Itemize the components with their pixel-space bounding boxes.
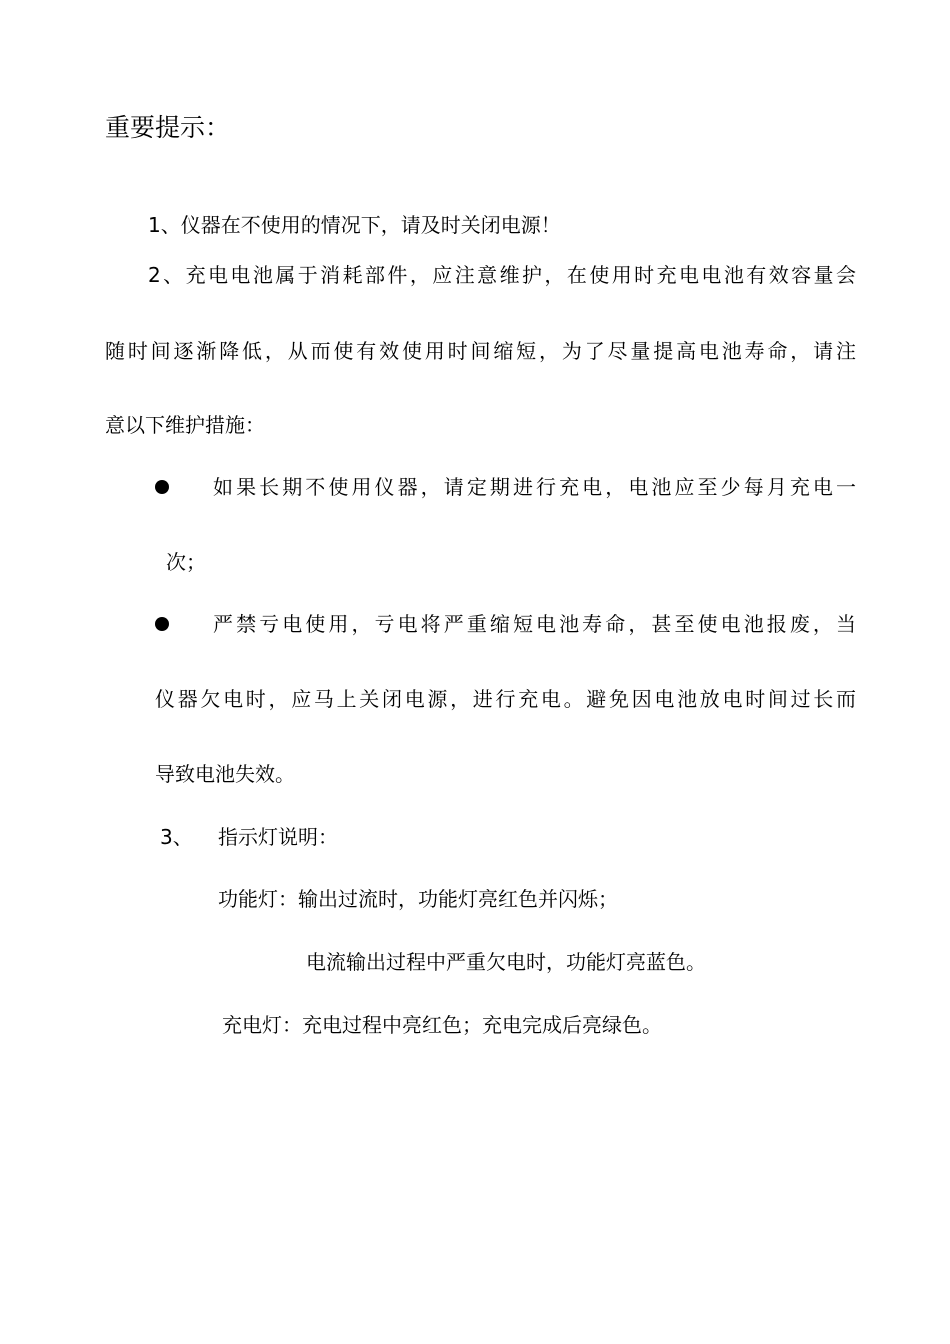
page-heading: 重要提示： [105,113,231,142]
bullet-1-line-2: 次； [166,550,206,574]
item-2-line-3: 意以下维护措施： [105,413,265,437]
item-3-number: 3、 [160,825,193,849]
bullet-2-line-2: 仪器欠电时，应马上关闭电源，进行充电。避免因电池放电时间过长而 [155,687,856,711]
bullet-2-line-3: 导致电池失效。 [155,762,295,786]
bullet-dot-icon [155,617,169,631]
item-1-text: 1、仪器在不使用的情况下，请及时关闭电源！ [148,213,561,237]
item-3-title: 指示灯说明： [218,825,338,849]
function-light-line-1: 功能灯：输出过流时，功能灯亮红色并闪烁； [218,887,618,911]
bullet-dot-icon [155,480,169,494]
function-light-line-2: 电流输出过程中严重欠电时，功能灯亮蓝色。 [306,950,706,974]
item-2-line-1: 2、充电电池属于消耗部件，应注意维护，在使用时充电电池有效容量会 [148,263,856,287]
charge-light-text: 充电灯：充电过程中亮红色；充电完成后亮绿色。 [222,1013,662,1037]
item-2-line-2: 随时间逐渐降低，从而使有效使用时间缩短，为了尽量提高电池寿命，请注 [105,339,856,363]
bullet-2-line-1: 严禁亏电使用，亏电将严重缩短电池寿命，甚至使电池报废，当 [213,612,856,636]
bullet-1-line-1: 如果长期不使用仪器，请定期进行充电，电池应至少每月充电一 [213,475,856,499]
